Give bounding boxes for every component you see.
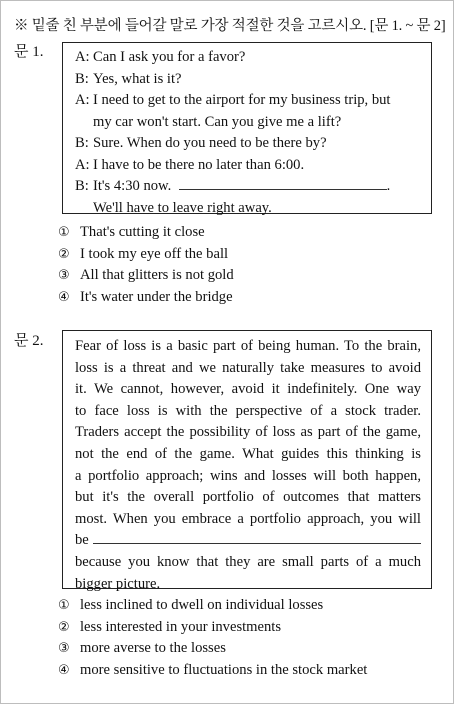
option-number: ③ <box>58 268 70 283</box>
passage-line: most. When you embrace a portfolio approach, you will <box>75 510 421 527</box>
option-number: ① <box>58 598 70 613</box>
dialogue-text: Can I ask you for a favor? <box>93 49 246 65</box>
dialogue-line: B: It's 4:30 now. . <box>75 176 421 198</box>
option-text: I took my eye off the ball <box>80 245 229 262</box>
option-number: ② <box>58 619 70 635</box>
dialogue-text: We'll have to leave right away. <box>93 199 272 216</box>
passage-line: it. We cannot, however, avoid it indefinitely. One way <box>75 381 421 398</box>
passage-text: be <box>75 532 89 549</box>
dialogue-line <box>75 155 421 177</box>
option-number: ③ <box>58 641 70 656</box>
passage-line: to face loss is with the perspective of a stock trader. <box>75 402 421 419</box>
passage-line: but it's the overall portfolio of outcomes that matters <box>75 489 421 506</box>
passage-line: not the end of the game. What guides this thinking is <box>75 445 421 462</box>
dialogue-line <box>75 47 421 69</box>
passage-line: loss is a threat and we naturally take measures to avoid <box>75 359 421 376</box>
option-number: ④ <box>58 289 70 305</box>
dialogue-line <box>75 90 421 112</box>
speaker-label: B: <box>75 178 89 194</box>
question-1-dialogue-box <box>62 42 432 214</box>
dialogue-line <box>75 133 421 155</box>
dialogue-line <box>75 198 421 220</box>
speaker-label: A: <box>75 49 90 65</box>
speaker-label: A: <box>75 156 90 173</box>
option-number: ① <box>58 225 70 240</box>
option-4[interactable] <box>58 660 367 682</box>
option-text: more sensitive to fluctuations in the stock market <box>80 661 368 678</box>
passage-line-with-blank <box>75 530 421 552</box>
question-2-passage-box <box>62 330 432 592</box>
option-text: All that glitters is not gold <box>80 267 234 283</box>
option-3[interactable] <box>58 265 234 287</box>
passage-line: bigger picture. <box>75 575 161 592</box>
option-text: less inclined to dwell on individual losses <box>80 597 324 613</box>
dialogue-text: It's 4:30 now. <box>93 178 172 194</box>
dialogue-text: Sure. When do you need to be there by? <box>93 135 327 151</box>
option-text: It's water under the bridge <box>80 288 233 305</box>
dialogue-line <box>75 112 421 134</box>
option-2[interactable] <box>58 617 367 639</box>
option-text: less interested in your investments <box>80 618 282 635</box>
option-number: ④ <box>58 662 70 678</box>
option-1[interactable] <box>58 222 234 244</box>
question-1-label: 문 1. <box>14 44 44 60</box>
question-2-label: 문 2. <box>14 333 44 349</box>
dialogue-text: I need to get to the airport for my business trip, but <box>93 92 391 108</box>
dialogue-text: my car won't start. Can you give me a lift? <box>93 113 342 130</box>
passage-line: a portfolio approach; wins and losses will both happen, <box>75 467 421 484</box>
option-2[interactable] <box>58 244 234 266</box>
option-1[interactable] <box>58 595 367 617</box>
option-4[interactable] <box>58 287 234 309</box>
question-2-options <box>58 595 367 681</box>
passage-line: Traders accept the possibility of loss as part of the game, <box>75 424 421 441</box>
speaker-label: B: <box>75 135 89 151</box>
question-1-options <box>58 222 234 308</box>
speaker-label: A: <box>75 92 90 108</box>
option-text: That's cutting it close <box>80 224 205 240</box>
option-number: ② <box>58 246 70 262</box>
option-text: more averse to the losses <box>80 640 226 656</box>
answer-blank <box>179 177 387 190</box>
instruction-text: ※ 밑줄 친 부분에 들어갈 말로 가장 적절한 것을 고르시오. [문 1. ~ 문 2] <box>14 18 446 34</box>
dialogue-text: I have to be there no later than 6:00. <box>93 156 305 173</box>
dialogue-text: Yes, what is it? <box>93 70 182 87</box>
passage-line: because you know that they are small parts of a much <box>75 553 421 570</box>
dialogue-line <box>75 69 421 91</box>
speaker-label: B: <box>75 70 89 87</box>
passage-line: Fear of loss is a basic part of being human. To the brain, <box>75 338 421 354</box>
answer-blank <box>93 531 421 544</box>
option-3[interactable] <box>58 638 367 660</box>
